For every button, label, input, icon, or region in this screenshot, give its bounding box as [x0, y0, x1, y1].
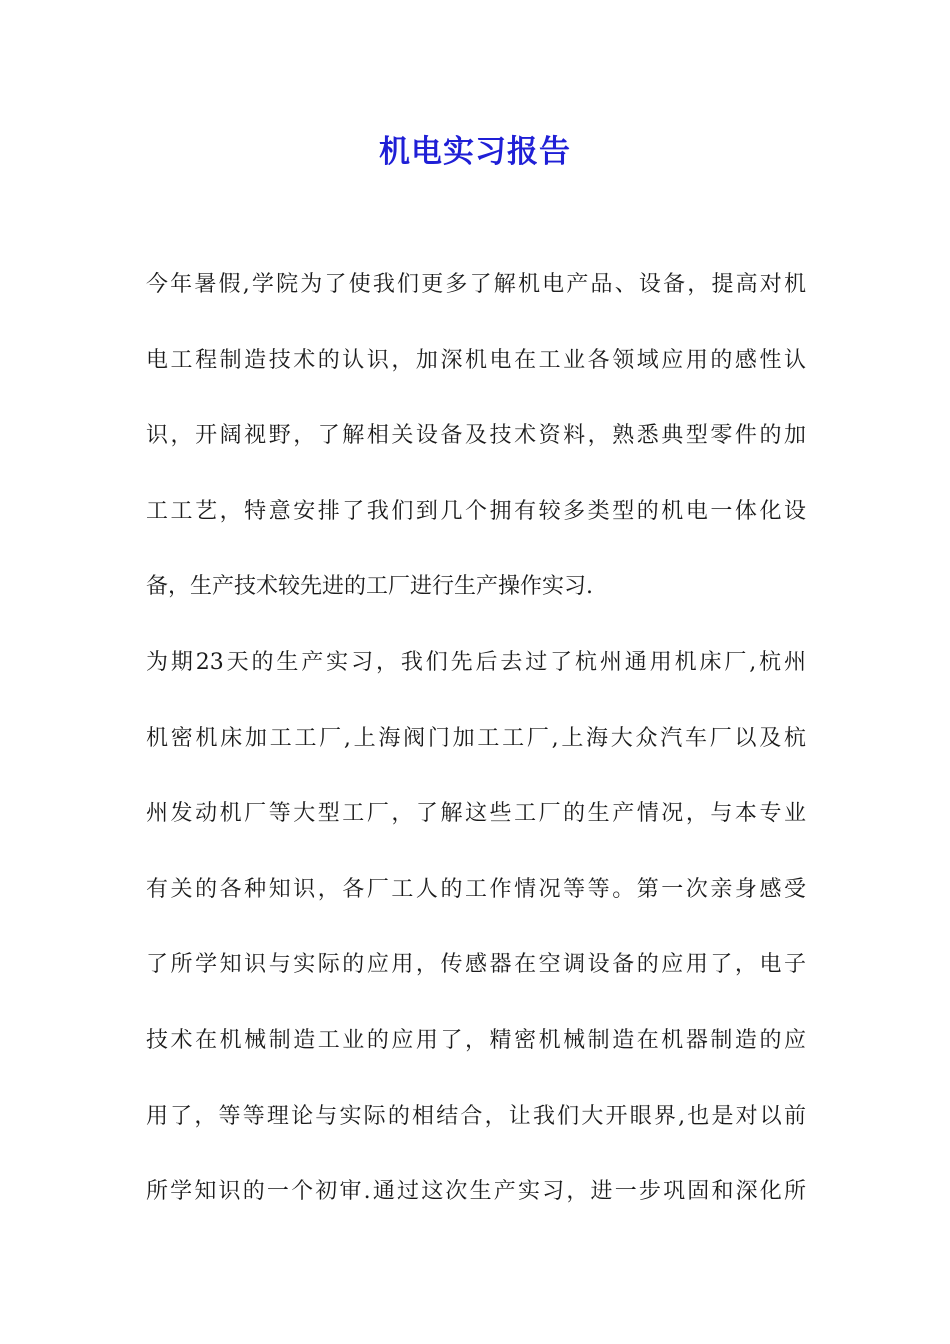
text-line: 今年暑假,学院为了使我们更多了解机电产品、设备，提高对机 [146, 272, 806, 297]
text-line: 用了，等等理论与实际的相结合，让我们大开眼界,也是对以前 [146, 1103, 806, 1129]
document-body [146, 263, 806, 1246]
text-line: 有关的各种知识，各厂工人的工作情况等等。第一次亲身感受 [146, 876, 806, 902]
text-line: 识，开阔视野，了解相关设备及技术资料，熟悉典型零件的加 [146, 423, 806, 449]
paragraph-2 [146, 641, 806, 1246]
text-line: 了所学知识与实际的应用，传感器在空调设备的应用了，电子 [146, 952, 806, 978]
text-line: 为期23天的生产实习，我们先后去过了杭州通用机床厂,杭州 [146, 649, 806, 675]
text-line: 电工程制造技术的认识，加深机电在工业各领域应用的感性认 [146, 347, 806, 373]
text-line: 工工艺，特意安排了我们到几个拥有较多类型的机电一体化设 [146, 498, 806, 524]
paragraph-1 [146, 263, 806, 641]
text-line: 所学知识的一个初审.通过这次生产实习，进一步巩固和深化所 [146, 1179, 806, 1205]
text-line: 机密机床加工工厂,上海阀门加工工厂,上海大众汽车厂以及杭 [146, 725, 806, 751]
document-title: 机电实习报告 [379, 134, 571, 170]
text-line: 州发动机厂等大型工厂，了解这些工厂的生产情况，与本专业 [146, 801, 806, 827]
text-line: 技术在机械制造工业的应用了，精密机械制造在机器制造的应 [146, 1027, 806, 1053]
text-line: 备，生产技术较先进的工厂进行生产操作实习. [146, 574, 593, 600]
